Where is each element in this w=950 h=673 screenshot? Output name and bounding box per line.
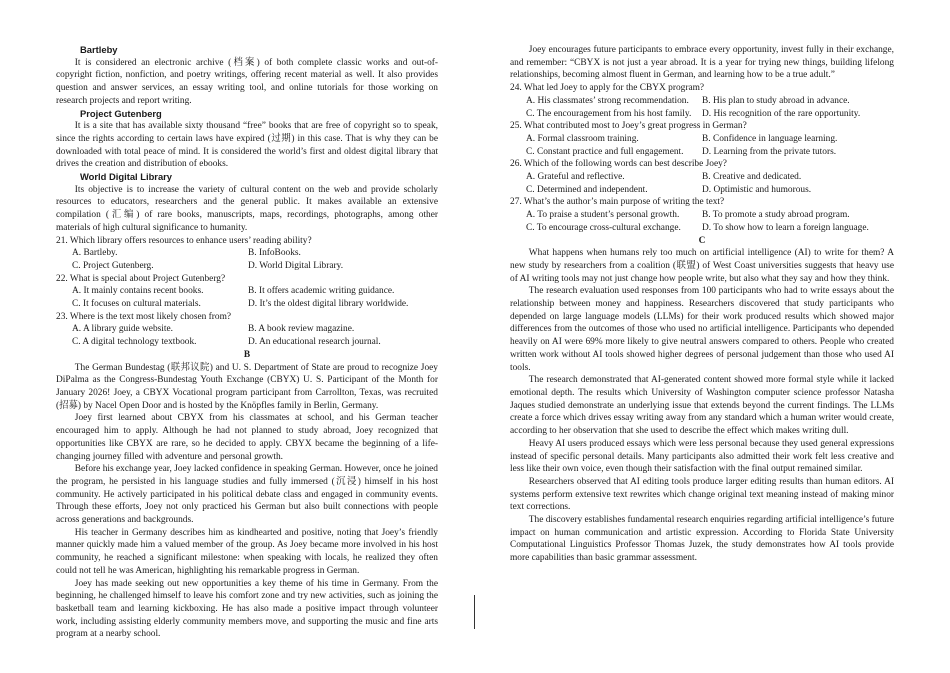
option: B. A book review magazine. — [248, 324, 355, 335]
resource-title: Project Gutenberg — [80, 107, 162, 119]
question-stem: 25. What contributed most to Joey’s great progress in German? — [510, 121, 747, 132]
question-options — [510, 171, 894, 196]
resource-description: It is considered an electronic archive (档案) of both complete classic works and out-of-copyright fiction, nonfiction, and poetry writings, offering recent material as well. It also provides question and answer services, an essay writing tool, and online tutorials for those working on research projects and report writing. — [56, 57, 438, 106]
option: B. Creative and dedicated. — [702, 172, 802, 183]
question-options — [510, 209, 894, 234]
option: D. Learning from the private tutors. — [702, 146, 837, 157]
question-options — [510, 133, 894, 158]
resource-title: Bartleby — [80, 44, 118, 55]
question-stem: 21. Which library offers resources to enhance users’ reading ability? — [56, 235, 312, 246]
option: B. It offers academic writing guidance. — [248, 286, 395, 297]
resource-description: It is a site that has available sixty thousand “free” books that are free of copyright so to speak, since the rights according to certain laws have expired (过期) in this case. That is why they can be downloaded with total peace of mind. It is considered the world’s first and oldest digital library that drives the creation and distribution of ebooks. — [56, 121, 438, 170]
question-options — [510, 95, 894, 120]
option: D. Optimistic and humorous. — [702, 184, 812, 195]
option: B. To promote a study abroad program. — [702, 210, 850, 221]
option: A. Formal classroom training. — [526, 133, 639, 144]
question-options — [56, 323, 438, 348]
option: A. To praise a student’s personal growth. — [526, 210, 680, 221]
option: A. His classmates’ strong recommendation. — [526, 95, 689, 106]
option: D. It’s the oldest digital library worldwide. — [248, 299, 409, 310]
option: A. Bartleby. — [72, 248, 118, 259]
option: B. InfoBooks. — [248, 248, 301, 259]
option: D. An educational research journal. — [248, 337, 381, 348]
passage-paragraph: Before his exchange year, Joey lacked confidence in speaking German. However, once he joined the program, he persisted in his language studies and fully immersed (沉浸) himself in his host community. He actively participated in his political debate class and engaged in community events. Through these efforts, Joey not only practiced his German but also built connections with people across generations and backgrounds. — [56, 464, 438, 526]
option: C. Constant practice and full engagement. — [526, 146, 684, 157]
option: C. A digital technology textbook. — [72, 337, 197, 348]
option: A. Grateful and reflective. — [526, 172, 625, 183]
left-column — [56, 44, 438, 641]
question-stem: 27. What’s the author’s main purpose of writing the text? — [510, 197, 725, 208]
passage-paragraph: His teacher in Germany describes him as kindhearted and positive, noting that Joey’s friendly manner quickly made him a valued member of the group. As Joey became more involved in his host community, he reached a significant milestone: when speaking with locals, he realized they often could not tell he was American, highlighting his remarkable progress in German. — [56, 527, 438, 576]
option: C. Project Gutenberg. — [72, 260, 154, 271]
passage-paragraph: Researchers observed that AI editing tools produce larger editing results than human editors. AI systems perform extensive text rewrites which change original text meaning instead of making minor text corrections. — [510, 476, 894, 513]
passage-paragraph: Joey first learned about CBYX from his classmates at school, and his German teacher encouraged him to apply. Although he had not planned to study abroad, Joey recognized that opportunities like CBYX are rare, so he decided to apply. CBYX became the beginning of a life-changing journey filled with adventure and personal growth. — [56, 413, 438, 462]
option: A. It mainly contains recent books. — [72, 286, 204, 297]
option: C. To encourage cross-cultural exchange. — [526, 222, 681, 233]
passage-paragraph: The research demonstrated that AI-generated content showed more formal style while it lacked emotional depth. The results which University of Washington computer science professor Natasha Jaques studied demonstrate an underlying issue that extends beyond the current findings. The LLMs create a force which drives essay writing away from any standard which a human writer would create, according to her observation that she used to describe the effect which makes writing dull. — [510, 375, 894, 437]
option: B. His plan to study abroad in advance. — [702, 95, 850, 106]
option: C. It focuses on cultural materials. — [72, 299, 201, 310]
passage-paragraph: Joey encourages future participants to embrace every opportunity, invest fully in their exchange, and remember: “CBYX is not just a year abroad. It is a year for trying new things, building lifelong relationships, becoming almost fluent in German, and learning how to be a true adult.” — [510, 45, 894, 81]
resource-title: World Digital Library — [80, 171, 173, 183]
option: B. Confidence in language learning. — [702, 133, 838, 144]
question-options — [56, 285, 438, 310]
option: D. To show how to learn a foreign language. — [702, 222, 869, 233]
option: D. His recognition of the rare opportunity. — [702, 108, 861, 119]
right-column — [510, 44, 894, 565]
question-stem: 23. Where is the text most likely chosen from? — [56, 311, 232, 322]
passage-paragraph: What happens when humans rely too much on artificial intelligence (AI) to write for them? A new study by researchers from a coalition (联盟) of West Coast universities suggests that heavy use of AI writing tools may not just change how people write, but also what they say and how they think. — [510, 248, 894, 284]
section-label: C — [698, 235, 706, 246]
passage-paragraph: Heavy AI users produced essays which were less personal because they used general expressions instead of specific personal details. Many participants also admitted their work felt less creative and less like their own voice, even though their satisfaction with the final output remained similar. — [510, 438, 894, 475]
passage-paragraph: Joey has made seeking out new opportunities a key theme of his time in Germany. From the beginning, he challenged himself to leave his comfort zone and try new activities, such as joining the basketball team and learning kickboxing. He has also made a positive impact through volunteer work, including assisting elderly community members move, and supporting the music and fine arts program at a nearby school. — [56, 578, 438, 640]
question-stem: 24. What led Joey to apply for the CBYX program? — [510, 83, 705, 94]
section-label: B — [243, 349, 251, 360]
option: C. Determined and independent. — [526, 184, 648, 195]
passage-paragraph: The research evaluation used responses from 100 participants who had to write essays about the relationship between money and happiness. Researchers discovered that study participants who depended on large language models (LLMs) for their work produced results which showed major differences from the outcomes of those who used no artificial intelligence. Participants who depended heavily on AI were 69% more likely to give neutral answers compared to others. People who created written work without AI tools showed higher degrees of personal judgement than those who used AI tools. — [510, 286, 894, 373]
option: D. World Digital Library. — [248, 260, 344, 271]
column-divider — [474, 595, 475, 629]
passage-paragraph: The discovery establishes fundamental research enquiries regarding artificial intelligence’s future impact on human communication and artistic expression. According to Florida State University Computational Linguistics Professor Thomas Juzek, the study demonstrates how AI tools provide more capabilities than basic grammar assessment. — [510, 515, 895, 564]
passage-paragraph: The German Bundestag (联邦议院) and U. S. Department of State are proud to recognize Joey DiPalma as the Congress-Bundestag Youth Exchange (CBYX) U. S. Participant of the Month for January 2026! Joey, a CBYX Vocational program participant from Carrollton, Texas, was recruited (招募) by Nacel Open Door and is hosted by the Knöpfles family in Berlin, Germany. — [56, 362, 438, 411]
option: A. A library guide website. — [72, 324, 174, 335]
option: C. The encouragement from his host family. — [526, 108, 692, 119]
question-stem: 22. What is special about Project Gutenberg? — [56, 273, 226, 284]
resource-description: Its objective is to increase the variety of cultural content on the web and provide scholarly resources to educators, researchers and the general public. It makes available an extensive compilation (汇编) of rare books, manuscripts, maps, recordings, photographs, among other materials of high cultural significance to humanity. — [56, 184, 438, 233]
question-stem: 26. Which of the following words can best describe Joey? — [510, 159, 727, 170]
question-options — [56, 247, 438, 272]
